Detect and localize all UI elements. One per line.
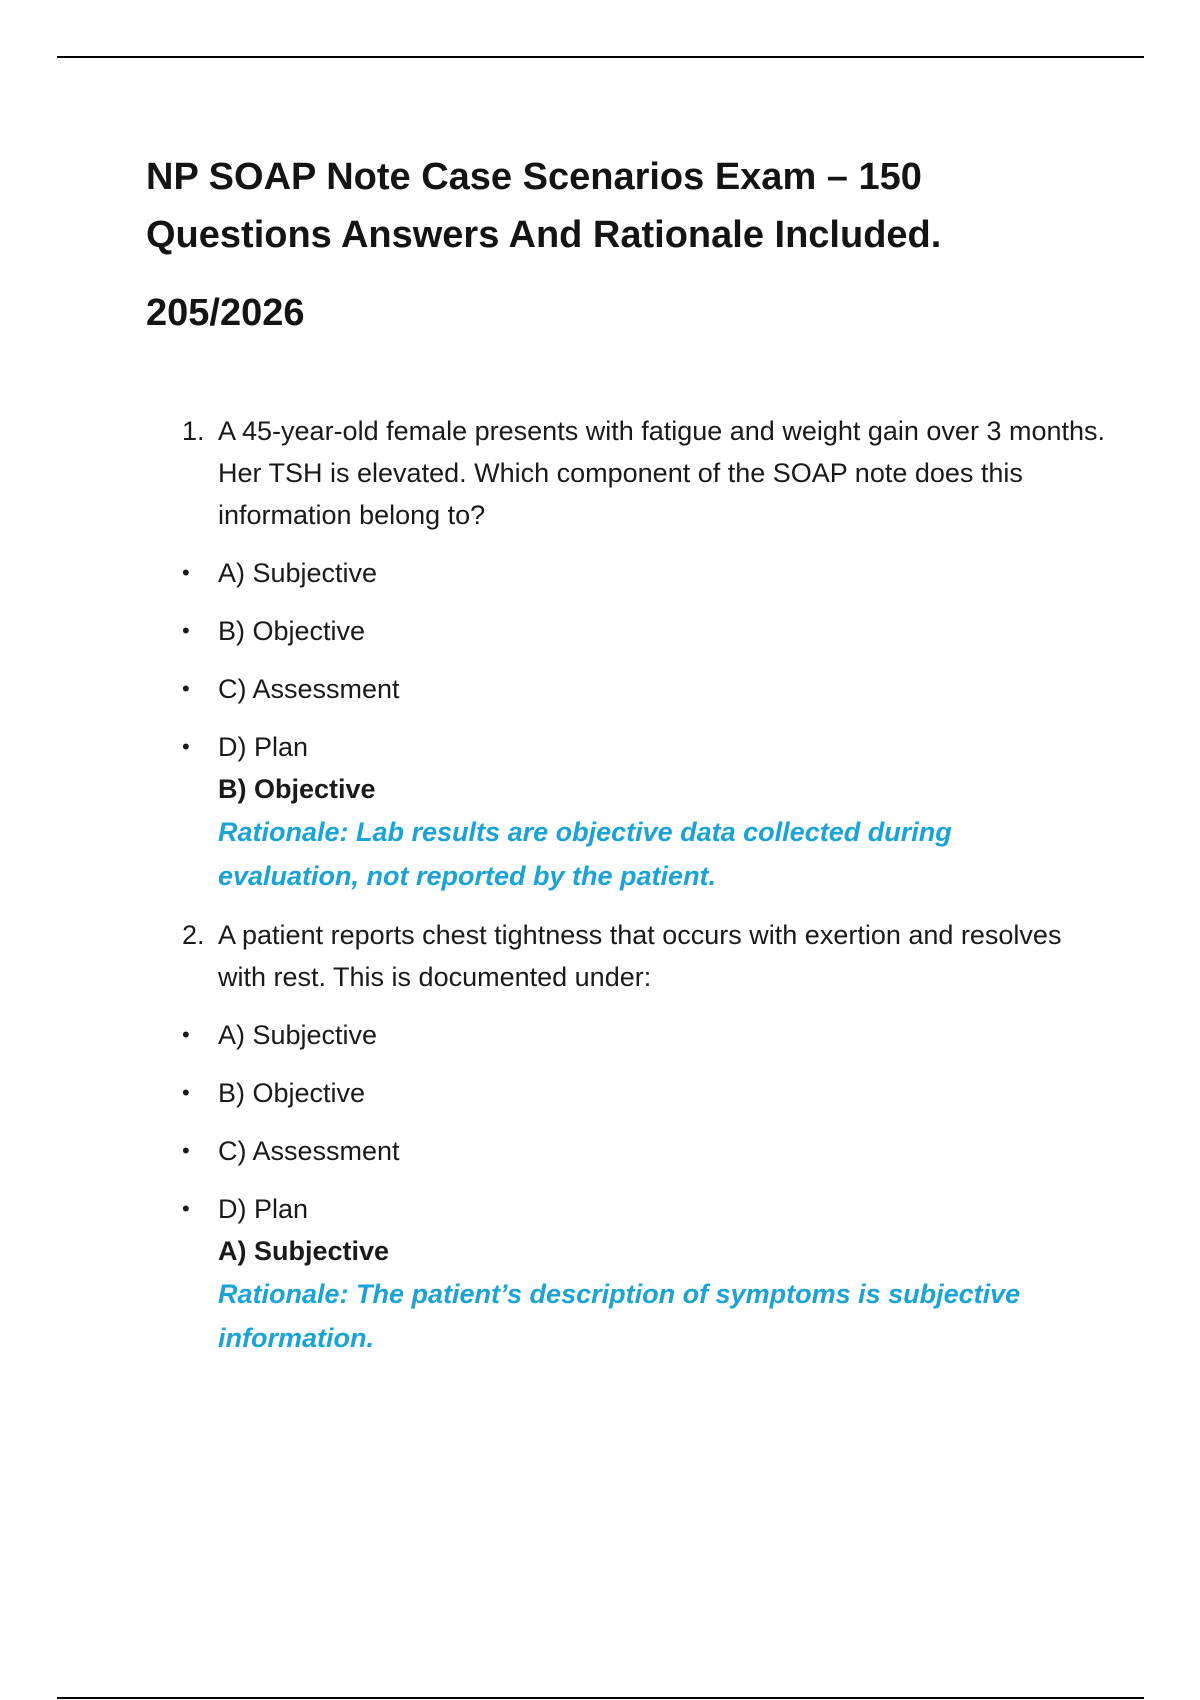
question-2 bbox=[146, 914, 1106, 998]
question-1 bbox=[146, 410, 1106, 536]
option-label: B) Objective bbox=[218, 616, 366, 646]
top-rule bbox=[57, 56, 1144, 58]
option-item bbox=[146, 1072, 1106, 1114]
document-title bbox=[146, 148, 1126, 342]
option-label: A) Subjective bbox=[218, 1020, 378, 1050]
option-item bbox=[146, 610, 1106, 652]
bullet-icon: • bbox=[182, 1196, 190, 1221]
option-item bbox=[146, 552, 1106, 594]
answer-text: B) Objective bbox=[218, 774, 376, 804]
bullet-icon: • bbox=[182, 676, 190, 701]
question-block-1 bbox=[146, 410, 1106, 898]
question-number: 1. bbox=[182, 416, 205, 446]
option-item bbox=[146, 726, 1106, 768]
question-list bbox=[146, 410, 1106, 1360]
option-label: A) Subjective bbox=[218, 558, 378, 588]
option-item bbox=[146, 1014, 1106, 1056]
option-label: C) Assessment bbox=[218, 674, 400, 704]
bullet-icon: • bbox=[182, 560, 190, 585]
bullet-icon: • bbox=[182, 734, 190, 759]
bullet-icon: • bbox=[182, 1022, 190, 1047]
answer-text: A) Subjective bbox=[218, 1236, 390, 1266]
option-item bbox=[146, 1130, 1106, 1172]
question-text: A 45-year-old female presents with fatigue and weight gain over 3 months. Her TSH is elevated. Which component of the SOAP note does this information belong to? bbox=[218, 416, 1106, 530]
bullet-icon: • bbox=[182, 1138, 190, 1163]
option-list bbox=[146, 552, 1106, 768]
option-label: C) Assessment bbox=[218, 1136, 400, 1166]
question-text: A patient reports chest tightness that occurs with exertion and resolves with rest. This is documented under: bbox=[218, 920, 1062, 992]
option-label: B) Objective bbox=[218, 1078, 366, 1108]
option-label: D) Plan bbox=[218, 732, 309, 762]
rationale-text: Rationale: The patient’s description of symptoms is subjective information. bbox=[218, 1279, 1021, 1353]
question-block-2 bbox=[146, 914, 1106, 1360]
bottom-rule bbox=[57, 1697, 1144, 1699]
title-line-1: NP SOAP Note Case Scenarios Exam – 150 bbox=[146, 156, 922, 198]
title-year: 205/2026 bbox=[146, 292, 305, 334]
bullet-icon: • bbox=[182, 618, 190, 643]
title-line-2: Questions Answers And Rationale Included. bbox=[146, 214, 942, 256]
option-list bbox=[146, 1014, 1106, 1230]
question-number: 2. bbox=[182, 920, 205, 950]
option-item bbox=[146, 1188, 1106, 1230]
rationale-text: Rationale: Lab results are objective data collected during evaluation, not reported by the patient. bbox=[218, 817, 952, 891]
option-item bbox=[146, 668, 1106, 710]
bullet-icon: • bbox=[182, 1080, 190, 1105]
option-label: D) Plan bbox=[218, 1194, 309, 1224]
